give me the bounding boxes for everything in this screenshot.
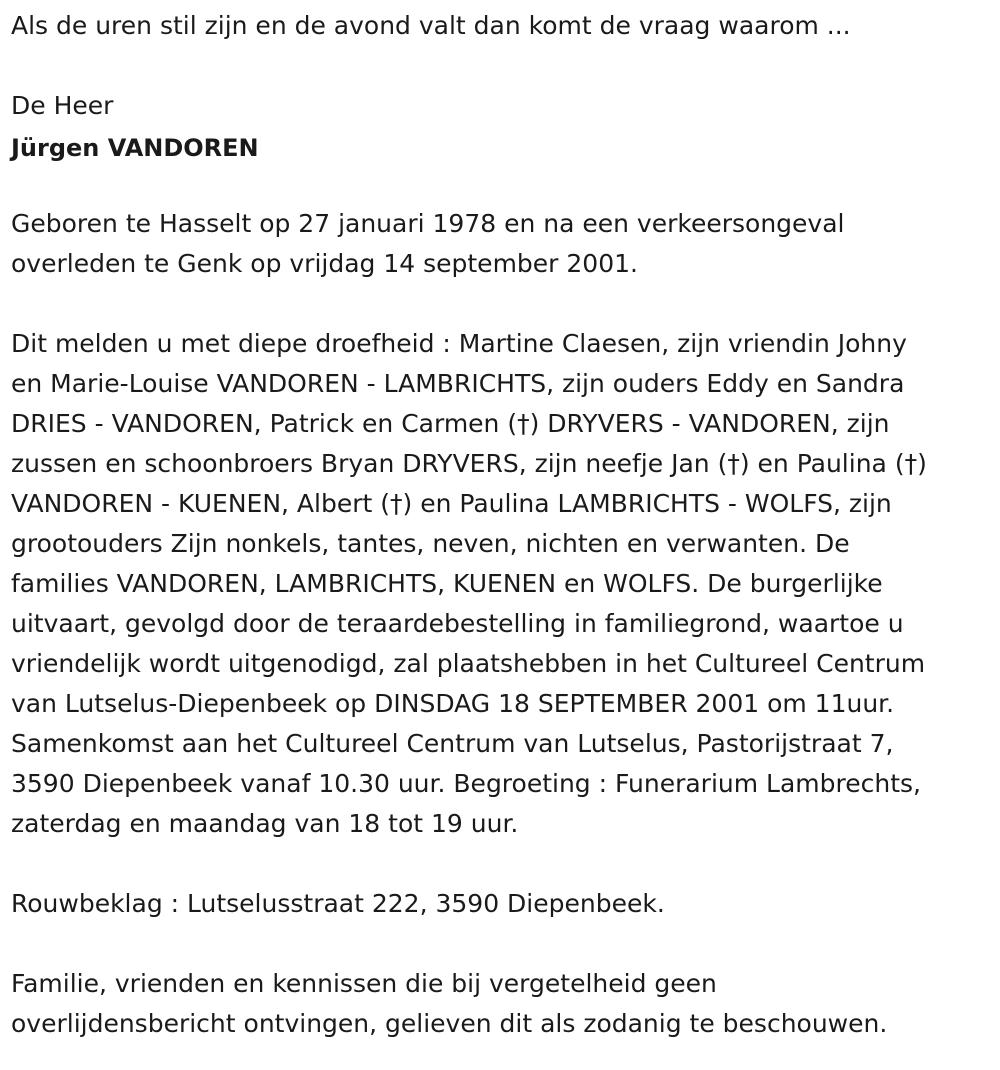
announcement-paragraph	[11, 324, 990, 844]
condolence-address: Rouwbeklag : Lutselusstraat 222, 3590 Diepenbeek.	[11, 889, 665, 918]
spacer	[11, 924, 990, 964]
birth-line: Geboren te Hasselt op 27 januari 1978 en na een verkeersongeval	[11, 209, 845, 238]
announcement-line: vriendelijk wordt uitgenodigd, zal plaatshebben in het Cultureel Centrum	[11, 649, 926, 678]
spacer	[11, 844, 990, 884]
announcement-line: Dit melden u met diepe droefheid : Martine Claesen, zijn vriendin Johny	[11, 329, 907, 358]
announcement-line: zaterdag en maandag van 18 tot 19 uur.	[11, 809, 519, 838]
spacer	[11, 46, 990, 86]
announcement-line: en Marie-Louise VANDOREN - LAMBRICHTS, zijn ouders Eddy en Sandra	[11, 369, 905, 398]
announcement-line: uitvaart, gevolgd door de teraardebestelling in familiegrond, waartoe u	[11, 609, 904, 638]
announcement-line: van Lutselus-Diepenbeek op DINSDAG 18 SEPTEMBER 2001 om 11uur.	[11, 689, 895, 718]
intro-quote: Als de uren stil zijn en de avond valt dan komt de vraag waarom ...	[11, 11, 851, 40]
closing-paragraph	[11, 964, 990, 1044]
spacer	[11, 284, 990, 324]
closing-line: Familie, vrienden en kennissen die bij vergetelheid geen	[11, 969, 717, 998]
birth-paragraph	[11, 204, 990, 284]
announcement-line: 3590 Diepenbeek vanaf 10.30 uur. Begroeting : Funerarium Lambrechts,	[11, 769, 921, 798]
title-prefix: De Heer	[11, 91, 114, 120]
announcement-line: zussen en schoonbroers Bryan DRYVERS, zijn neefje Jan (†) en Paulina (†)	[11, 449, 927, 478]
announcement-line: Samenkomst aan het Cultureel Centrum van Lutselus, Pastorijstraat 7,	[11, 729, 894, 758]
announcement-line: VANDOREN - KUENEN, Albert (†) en Paulina LAMBRICHTS - WOLFS, zijn	[11, 489, 892, 518]
spacer	[11, 172, 990, 204]
announcement-line: grootouders Zijn nonkels, tantes, neven, nichten en verwanten. De	[11, 529, 850, 558]
deceased-name: Jürgen VANDOREN	[11, 134, 259, 162]
announcement-line: families VANDOREN, LAMBRICHTS, KUENEN en WOLFS. De burgerlijke	[11, 569, 883, 598]
announcement-line: DRIES - VANDOREN, Patrick en Carmen (†) DRYVERS - VANDOREN, zijn	[11, 409, 890, 438]
birth-line: overleden te Genk op vrijdag 14 september 2001.	[11, 249, 638, 278]
closing-line: overlijdensbericht ontvingen, gelieven dit als zodanig te beschouwen.	[11, 1009, 888, 1038]
